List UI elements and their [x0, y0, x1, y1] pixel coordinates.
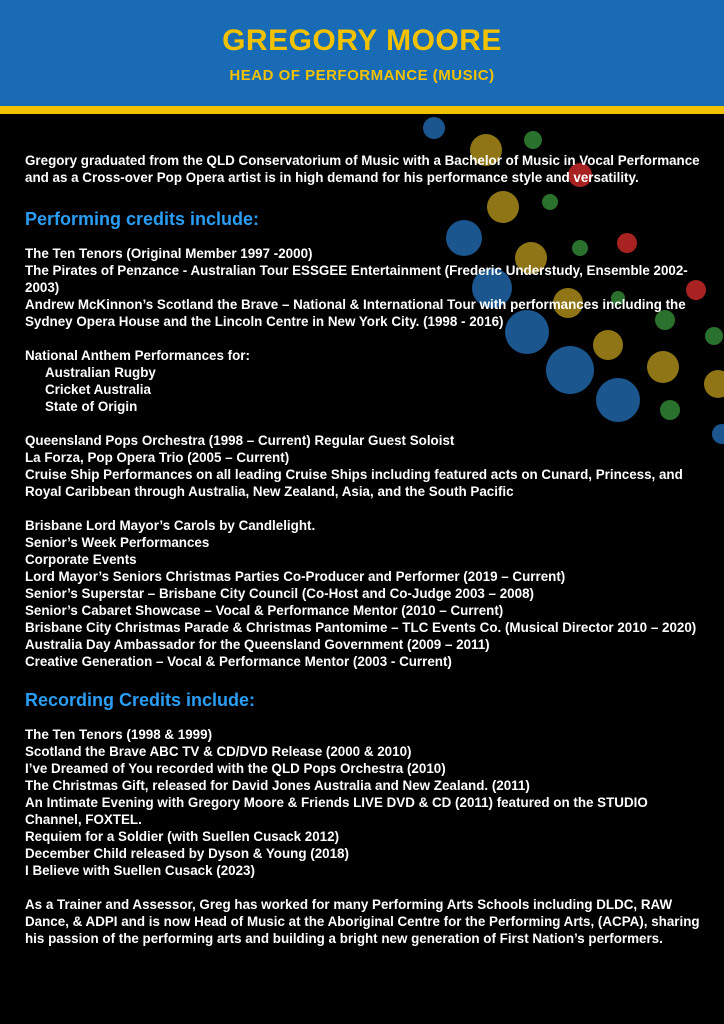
closing-paragraph: As a Trainer and Assessor, Greg has worked for many Performing Arts Schools including DLDC, RAW Dance, & ADPI and is now Head of Music at the Aboriginal Centre for the Performing Arts, (ACPA), sharing his passion of the performing arts and building a bright new generation of First Nation’s performers.: [25, 897, 700, 946]
recording-item: I’ve Dreamed of You recorded with the QLD Pops Orchestra (2010): [25, 761, 446, 776]
performing-item: Senior’s Week Performances: [25, 535, 210, 550]
performing-item: Corporate Events: [25, 552, 137, 567]
performing-item: The Pirates of Penzance - Australian Tour ESSGEE Entertainment (Frederic Understudy, Ensemble 2002-2003): [25, 263, 688, 295]
recording-item: Requiem for a Soldier (with Suellen Cusack 2012): [25, 829, 340, 844]
recording-item: I Believe with Suellen Cusack (2023): [25, 863, 255, 878]
performing-item: Australia Day Ambassador for the Queensland Government (2009 – 2011): [25, 637, 490, 652]
anthem-item: Cricket Australia: [45, 382, 151, 397]
recording-item: December Child released by Dyson & Young (2018): [25, 846, 349, 861]
recording-heading: Recording Credits include:: [25, 690, 256, 710]
performing-item: Queensland Pops Orchestra (1998 – Current) Regular Guest Soloist: [25, 433, 455, 448]
dot: [704, 370, 724, 398]
dot: [712, 424, 724, 444]
performing-item: Brisbane City Christmas Parade & Christmas Pantomime – TLC Events Co. (Musical Director 2010 – 2020): [25, 620, 697, 635]
performing-item: Senior’s Superstar – Brisbane City Council (Co-Host and Co-Judge 2003 – 2008): [25, 586, 534, 601]
main-content: [25, 152, 705, 947]
intro-paragraph: Gregory graduated from the QLD Conservatorium of Music with a Bachelor of Music in Vocal Performance and as a Cross-over Pop Opera artist is in high demand for his performance style and versatility.: [25, 153, 700, 185]
recording-item: The Ten Tenors (1998 & 1999): [25, 727, 213, 742]
dot: [705, 327, 723, 345]
anthem-item: State of Origin: [45, 399, 138, 414]
anthem-item: Australian Rugby: [45, 365, 156, 380]
performing-item: The Ten Tenors (Original Member 1997 -2000): [25, 246, 313, 261]
anthem-label: National Anthem Performances for:: [25, 348, 250, 363]
person-name: GREGORY MOORE: [222, 24, 502, 57]
recording-item: An Intimate Evening with Gregory Moore & Friends LIVE DVD & CD (2011) featured on the STUDIO Channel, FOXTEL.: [25, 795, 648, 827]
performing-item: Andrew McKinnon’s Scotland the Brave – National & International Tour with performances including the Sydney Opera House and the Lincoln Centre in New York City. (1998 - 2016): [25, 297, 686, 329]
performing-heading: Performing credits include:: [25, 209, 260, 229]
performing-item: Creative Generation – Vocal & Performance Mentor (2003 - Current): [25, 654, 452, 669]
performing-item: Brisbane Lord Mayor’s Carols by Candlelight.: [25, 518, 316, 533]
performing-item: Cruise Ship Performances on all leading Cruise Ships including featured acts on Cunard, Princess, and Royal Caribbean through Australia, New Zealand, Asia, and the South Pacific: [25, 467, 683, 499]
person-role: HEAD OF PERFORMANCE (MUSIC): [229, 67, 495, 84]
performing-item: Senior’s Cabaret Showcase – Vocal & Performance Mentor (2010 – Current): [25, 603, 504, 618]
recording-item: The Christmas Gift, released for David Jones Australia and New Zealand. (2011): [25, 778, 530, 793]
performing-item: La Forza, Pop Opera Trio (2005 – Current): [25, 450, 290, 465]
performing-item: Lord Mayor’s Seniors Christmas Parties Co-Producer and Performer (2019 – Current): [25, 569, 566, 584]
dot: [524, 131, 542, 149]
dot: [423, 117, 445, 139]
recording-item: Scotland the Brave ABC TV & CD/DVD Release (2000 & 2010): [25, 744, 412, 759]
